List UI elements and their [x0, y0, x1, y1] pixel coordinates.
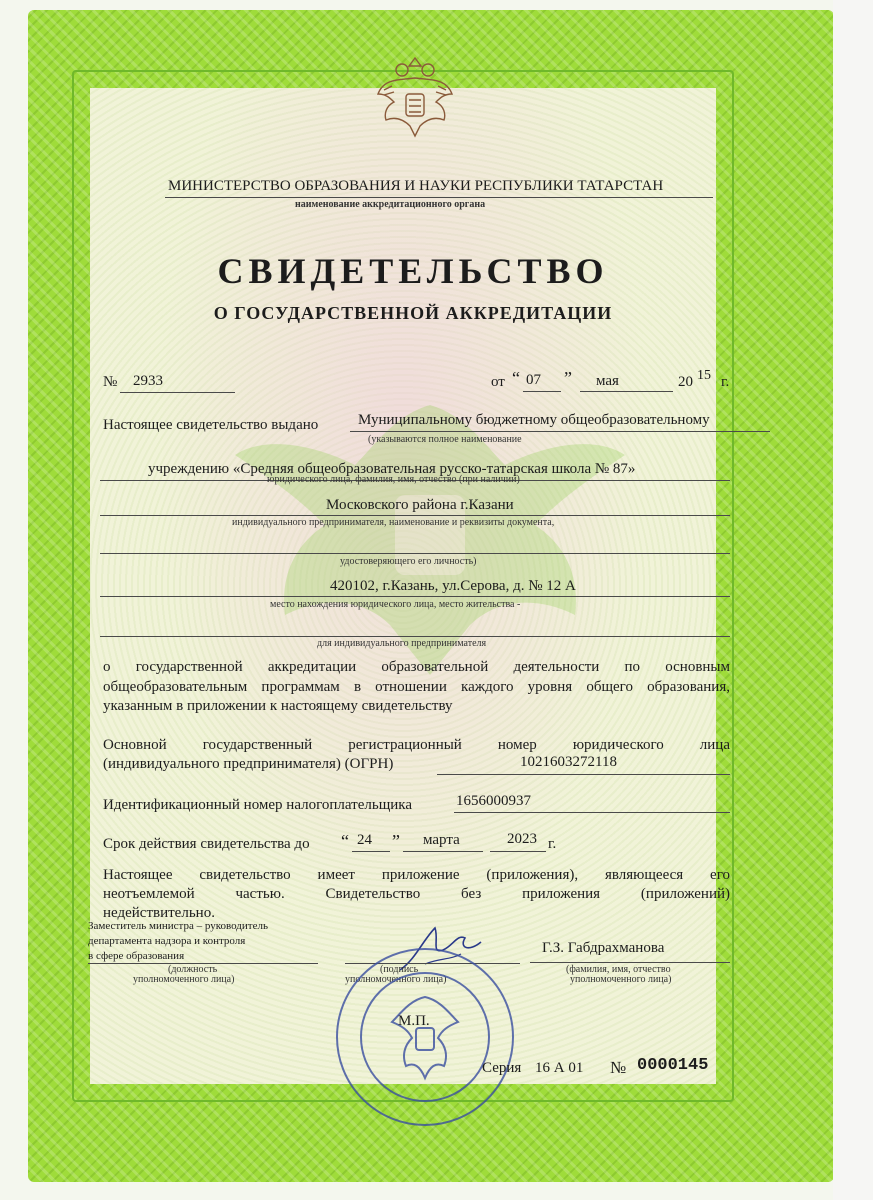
valid-until-label: Срок действия свидетельства до: [103, 836, 310, 852]
issue-month: мая: [596, 373, 619, 389]
accreditation-text-line1: о государственной аккредитации образовательной деятельности по основным: [103, 659, 730, 675]
org-name-line2: учреждению «Средняя общеобразовательная русско-татарская школа № 87»: [148, 461, 636, 477]
valid-month: марта: [423, 832, 460, 848]
seal-place-label: М.П.: [398, 1013, 430, 1029]
ogrn-value: 1021603272118: [520, 754, 617, 770]
signer-caption-line1: (фамилия, имя, отчество: [566, 964, 671, 975]
caption-identity: удостоверяющего его личность): [340, 556, 477, 567]
position-line3: в сфере образования: [88, 950, 185, 962]
ogrn-label-line1: Основной государственный регистрационный номер юридического лица: [103, 737, 730, 753]
page-title: СВИДЕТЕЛЬСТВО: [217, 251, 609, 291]
valid-year: 2023: [507, 831, 537, 847]
issue-year-suffix: 15: [697, 368, 711, 383]
number-label: №: [103, 374, 118, 390]
scan-margin: [833, 0, 873, 1200]
appendix-text-line3: недействительно.: [103, 905, 215, 921]
issue-day: 07: [526, 372, 541, 388]
appendix-text-line1: Настоящее свидетельство имеет приложение (приложения), являющееся его: [103, 867, 730, 883]
caption-full-name: (указываются полное наименование: [368, 434, 522, 445]
ogrn-label-line2: (индивидуального предпринимателя) (ОГРН): [103, 756, 394, 772]
date-quote-close: ”: [564, 368, 572, 388]
inn-value: 1656000937: [456, 793, 531, 809]
inn-label: Идентификационный номер налогоплательщика: [103, 797, 413, 813]
caption-entrepreneur-residence: для индивидуального предпринимателя: [317, 638, 487, 649]
date-quote-open: “: [512, 368, 520, 388]
date-from-label: от: [491, 374, 505, 390]
serial-label: №: [610, 1058, 627, 1077]
valid-day: 24: [357, 832, 372, 848]
caption-location: место нахождения юридического лица, место жительства -: [270, 599, 521, 610]
position-caption-line2: уполномоченного лица): [133, 974, 235, 985]
org-address: 420102, г.Казань, ул.Серова, д. № 12 А: [330, 578, 576, 594]
serial-number: 0000145: [637, 1056, 709, 1075]
org-name-line3: Московского района г.Казани: [326, 497, 514, 513]
issued-to-label: Настоящее свидетельство выдано: [103, 417, 319, 433]
signer-name: Г.З. Габдрахманова: [542, 940, 665, 956]
position-caption-line1: (должность: [168, 964, 218, 975]
caption-legal-entity: юридического лица, фамилия, имя, отчество (при наличии): [267, 474, 520, 485]
position-line2: департамента надзора и контроля: [88, 935, 246, 947]
valid-year-end: г.: [548, 836, 557, 852]
appendix-text-line2: неотъемлемой частью. Свидетельство без приложения (приложений): [103, 886, 730, 902]
series-value: 16 А 01: [535, 1060, 584, 1076]
valid-quote-close: ”: [392, 831, 400, 851]
certificate-number: 2933: [133, 373, 163, 389]
issue-year-prefix: 20: [678, 374, 693, 390]
signature-caption-line1: (подпись: [380, 964, 419, 975]
position-line1: Заместитель министра – руководитель: [88, 920, 268, 932]
signature-caption-line2: уполномоченного лица): [345, 974, 447, 985]
valid-quote-open: “: [341, 831, 349, 851]
signer-caption-line2: уполномоченного лица): [570, 974, 672, 985]
org-name-line1: Муниципальному бюджетному общеобразовательному: [358, 412, 710, 428]
page-subtitle: О ГОСУДАРСТВЕННОЙ АККРЕДИТАЦИИ: [213, 303, 613, 323]
official-stamp-icon: [330, 942, 520, 1132]
caption-entrepreneur: индивидуального предпринимателя, наименование и реквизиты документа,: [232, 517, 555, 528]
coat-of-arms-icon: [372, 50, 458, 146]
issue-year-end: г.: [721, 374, 730, 390]
ministry-caption: наименование аккредитационного органа: [295, 199, 486, 210]
accreditation-text-line2: общеобразовательным программам в отношении каждого уровня общего образования,: [103, 679, 730, 695]
series-label: Серия: [482, 1060, 522, 1076]
accreditation-text-line3: указанным в приложении к настоящему свидетельству: [103, 698, 453, 714]
ministry-name: МИНИСТЕРСТВО ОБРАЗОВАНИЯ И НАУКИ РЕСПУБЛИКИ ТАТАРСТАН: [168, 178, 664, 194]
